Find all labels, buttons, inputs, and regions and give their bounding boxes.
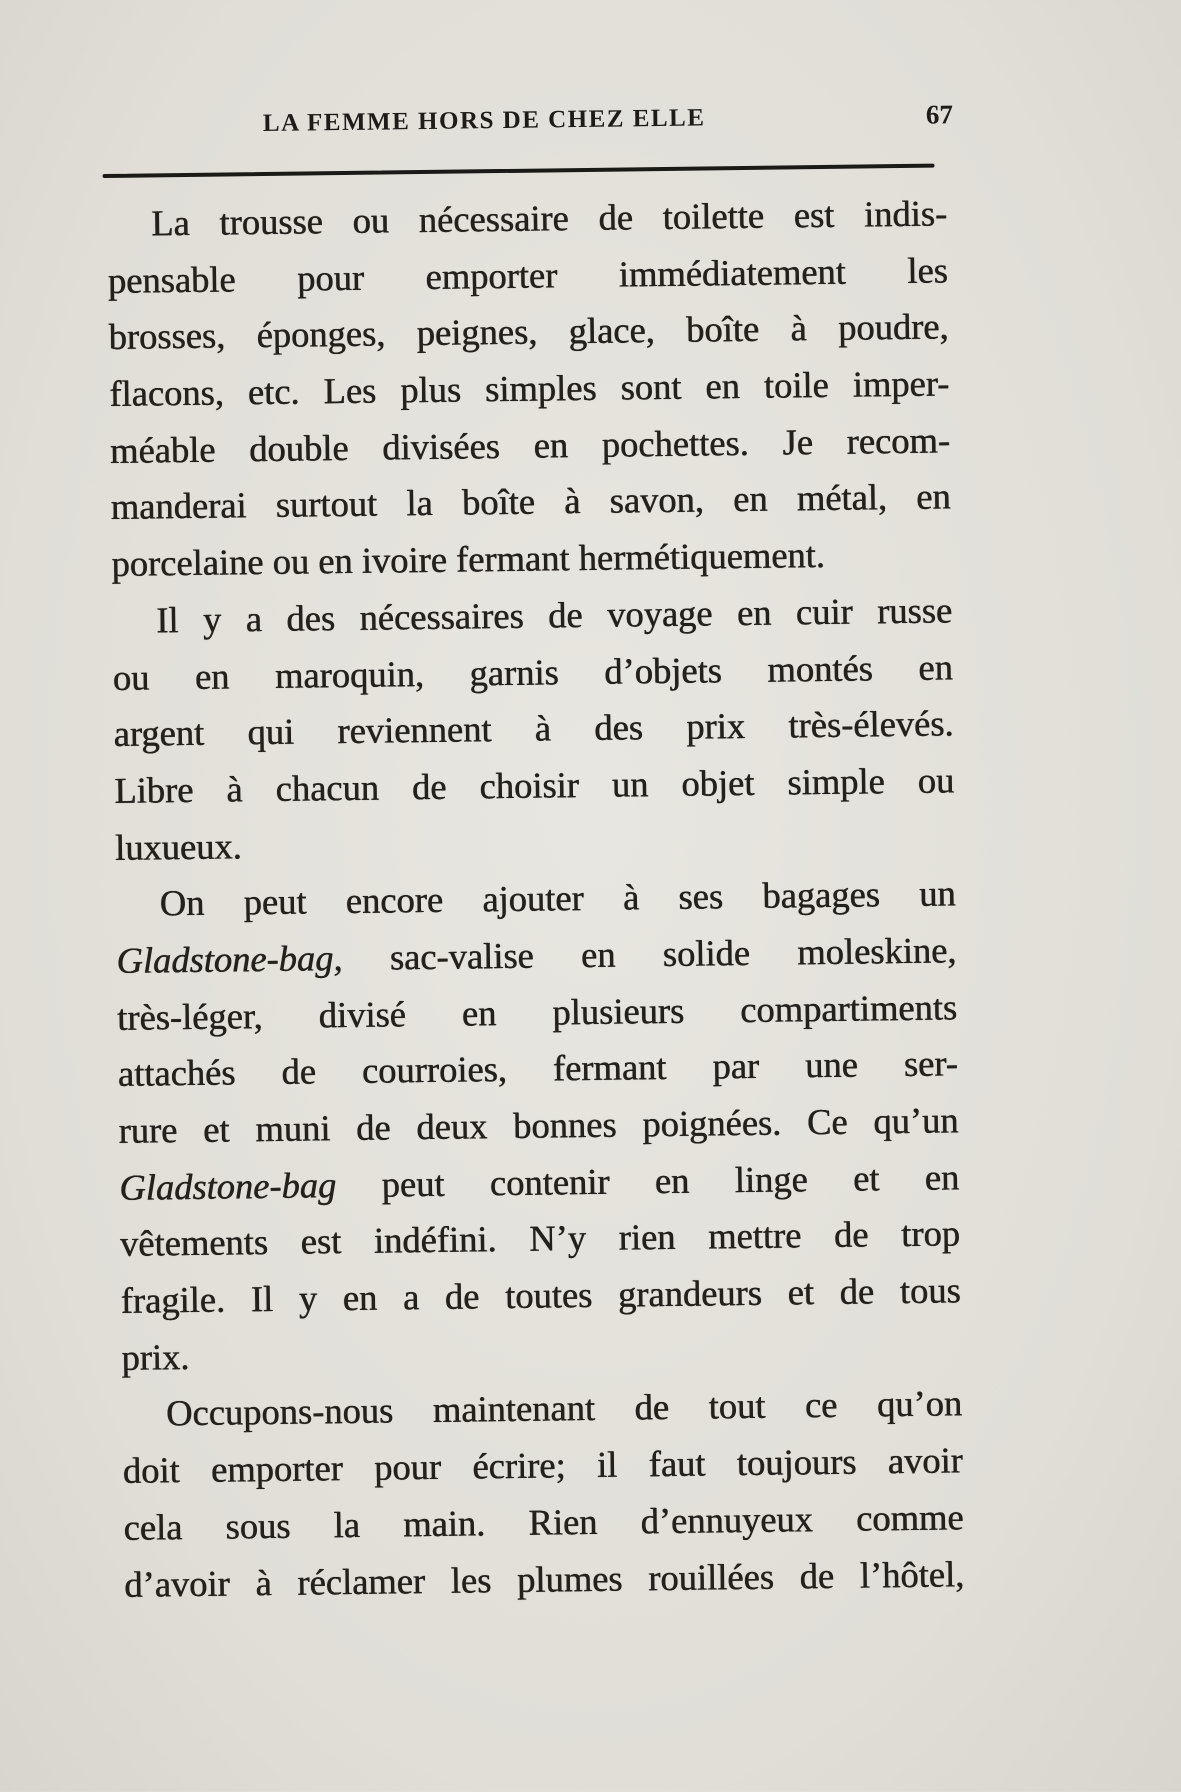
- text-segment: doit emporter pour écrire; il faut toujours avoir: [122, 1439, 964, 1492]
- text-line: [113, 639, 954, 706]
- text-segment: On peut encore ajouter à ses bagages un: [159, 872, 956, 924]
- text-line: [120, 1262, 961, 1329]
- text-segment: cela sous la main. Rien d’ennuyeux comme: [123, 1496, 964, 1548]
- text-segment: Occupons-nous maintenant de tout ce qu’on: [165, 1382, 963, 1434]
- text-segment: très-léger, divisé en plusieurs compartiments: [116, 985, 958, 1038]
- text-line: [109, 355, 950, 422]
- italic-term: Gladstone-bag,: [116, 937, 343, 981]
- body-text: [107, 185, 965, 1613]
- text-segment: flacons, etc. Les plus simples sont en toile imper-: [109, 362, 950, 415]
- text-line: [119, 1149, 960, 1216]
- text-segment: fragile. Il y en a de toutes grandeurs et de tous: [120, 1269, 961, 1321]
- text-line: [110, 469, 951, 536]
- text-segment: ou en maroquin, garnis d’objets montés en: [112, 645, 954, 698]
- paragraph: [112, 582, 955, 876]
- text-segment: d’avoir à réclamer les plumes rouillées de l’hôtel,: [124, 1552, 965, 1605]
- text-segment: sac-valise en solide moleskine,: [342, 929, 957, 979]
- text-line: [124, 1546, 965, 1613]
- running-head: [105, 99, 954, 152]
- text-line: [108, 299, 949, 366]
- text-line: [107, 185, 948, 252]
- text-segment: argent qui reviennent à des prix très-élevés.: [113, 702, 954, 755]
- text-line: [115, 809, 956, 876]
- italic-term: Gladstone-bag: [119, 1163, 337, 1208]
- text-segment: porcelaine ou en ivoire fermant hermétiquement.: [111, 534, 826, 585]
- page-number: 67: [925, 99, 954, 130]
- text-line: [116, 922, 957, 989]
- text-line: [120, 1206, 961, 1273]
- text-segment: méable double divisées en pochettes. Je recom-: [109, 419, 951, 471]
- text-segment: pensable pour emporter immédiatement les: [107, 249, 949, 301]
- text-segment: luxueux.: [114, 824, 242, 868]
- text-line: [123, 1432, 964, 1499]
- text-segment: peut contenir en linge et en: [335, 1156, 960, 1205]
- text-line: [114, 752, 955, 819]
- text-line: [111, 526, 952, 593]
- paragraph: [107, 185, 952, 592]
- header-rule: [103, 164, 935, 178]
- text-line: [108, 242, 949, 309]
- text-line: [110, 412, 951, 479]
- text-segment: Libre à chacun de choisir un objet simple ou: [114, 759, 955, 811]
- text-line: [118, 1092, 959, 1159]
- text-line: [121, 1319, 962, 1386]
- running-title: LA FEMME HORS DE CHEZ ELLE: [262, 104, 706, 138]
- text-segment: Il y a des nécessaires de voyage en cuir russe: [155, 589, 953, 641]
- text-segment: brosses, éponges, peignes, glace, boîte à poudre,: [108, 305, 949, 358]
- text-line: [122, 1376, 963, 1443]
- text-segment: manderai surtout la boîte à savon, en métal, en: [110, 475, 951, 528]
- text-line: [118, 1036, 959, 1103]
- text-line: [113, 696, 954, 763]
- text-segment: vêtements est indéfini. N’y rien mettre de trop: [119, 1212, 961, 1265]
- text-line: [115, 866, 956, 933]
- paragraph: [122, 1376, 965, 1613]
- text-segment: rure et muni de deux bonnes poignées. Ce qu’un: [118, 1099, 959, 1151]
- text-line: [123, 1489, 964, 1556]
- text-segment: prix.: [121, 1335, 190, 1378]
- paragraph: [115, 866, 961, 1387]
- text-segment: La trousse ou nécessaire de toilette est indis-: [150, 192, 948, 244]
- text-line: [112, 582, 953, 649]
- text-line: [117, 979, 958, 1046]
- text-segment: attachés de courroies, fermant par une ser-: [117, 1042, 959, 1095]
